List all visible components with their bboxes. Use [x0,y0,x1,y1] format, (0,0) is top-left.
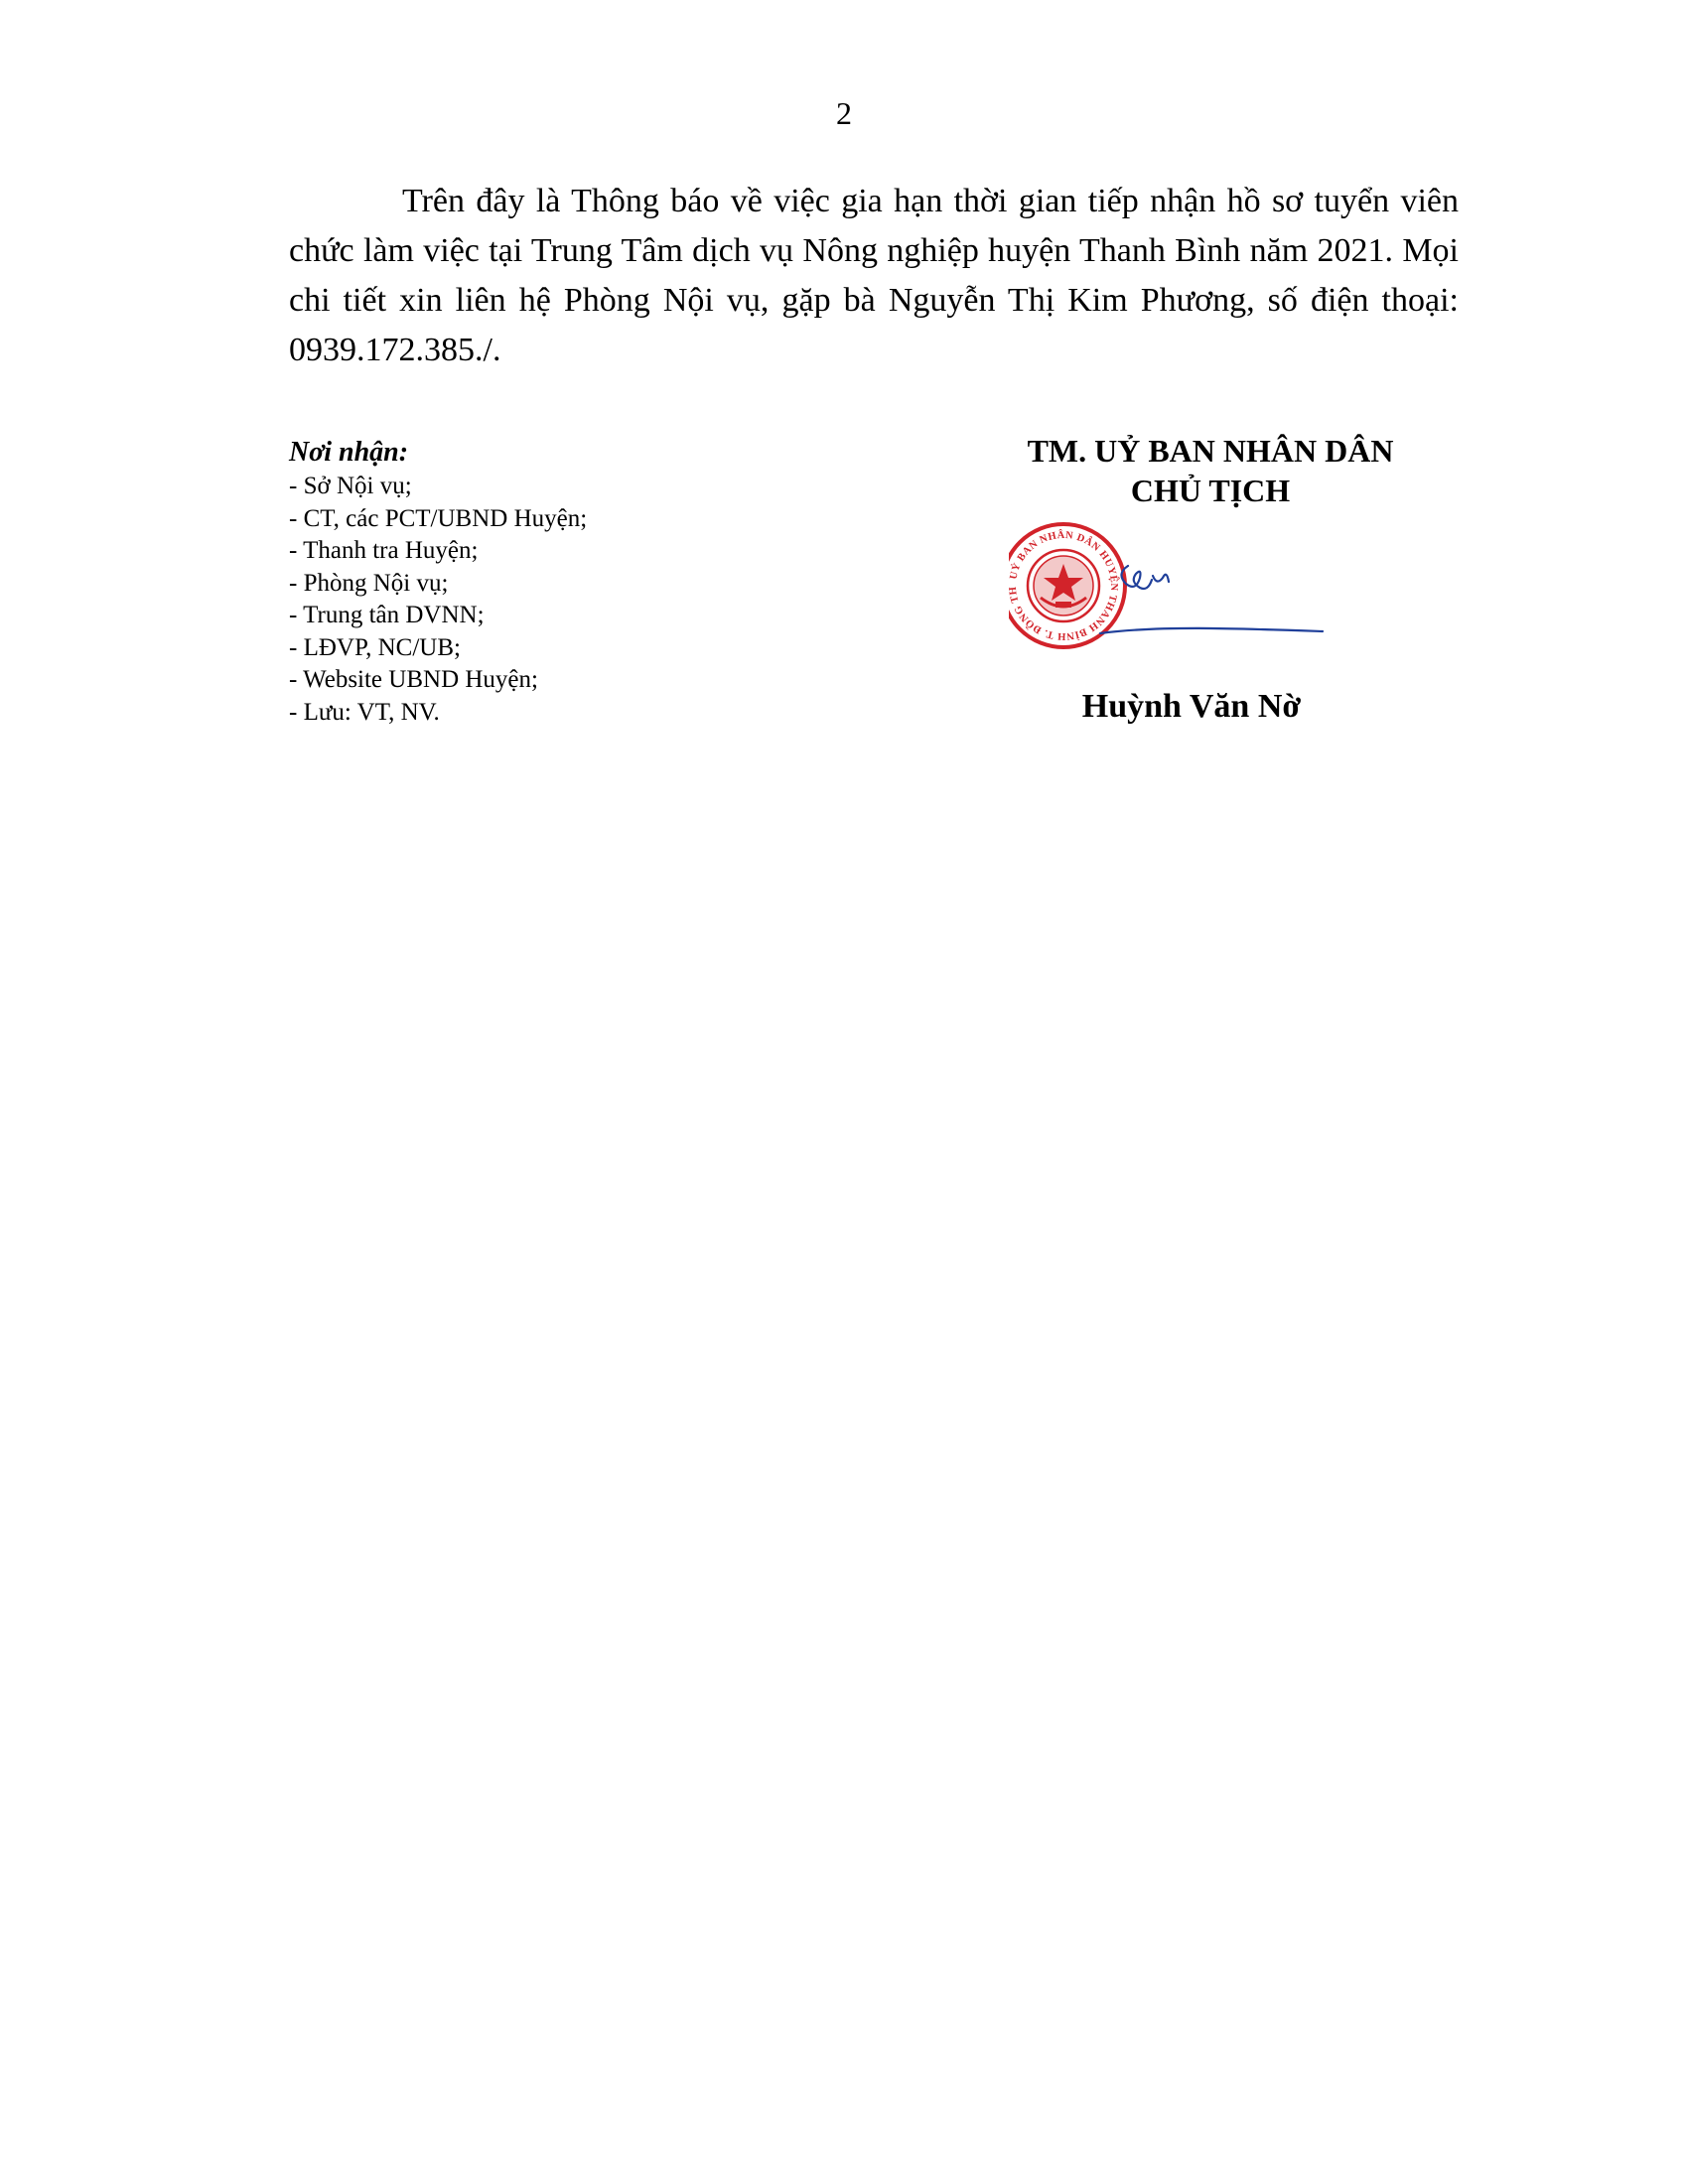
recipient-item: - Trung tân DVNN; [289,602,485,628]
signer-name: Huỳnh Văn Nờ [1081,688,1302,725]
recipient-item: - Thanh tra Huyện; [289,537,479,564]
page-number: 2 [836,95,852,131]
signature-organization: TM. UỶ BAN NHÂN DÂN [1027,433,1394,469]
official-seal-icon [1009,516,1327,655]
seal-and-signature [1009,516,1327,655]
recipient-item: - Website UBND Huyện; [289,666,538,693]
emblem-icon [1034,556,1093,615]
recipient-item: - LĐVP, NC/UB; [289,633,461,661]
signature-block [953,431,1430,510]
body-paragraph: Trên đây là Thông báo về việc gia hạn thời gian tiếp nhận hồ sơ tuyển viên chức làm việc tại Trung Tâm dịch vụ Nông nghiệp huyện Thanh Bình năm 2021. Mọi chi tiết xin liên hệ Phòng Nội vụ, gặp bà Nguyễn Thị Kim Phương, số điện thoại: 0939.172.385./. [289,183,1459,368]
recipient-item: - Sở Nội vụ; [289,473,412,499]
signature-title: CHỦ TỊCH [1130,473,1291,508]
recipients-list [289,471,805,729]
recipient-item: - Lưu: VT, NV. [289,698,440,726]
seal-text: UỶ BAN NHÂN DÂN HUYỆN THANH BÌNH T. ĐỒNG TH [1009,529,1120,642]
recipient-item: - CT, các PCT/UBND Huyện; [289,504,588,532]
handwritten-signature [1100,566,1323,633]
recipient-item: - Phòng Nội vụ; [289,569,449,597]
recipients-title: Nơi nhận: [289,437,409,468]
recipients-block [289,435,805,729]
